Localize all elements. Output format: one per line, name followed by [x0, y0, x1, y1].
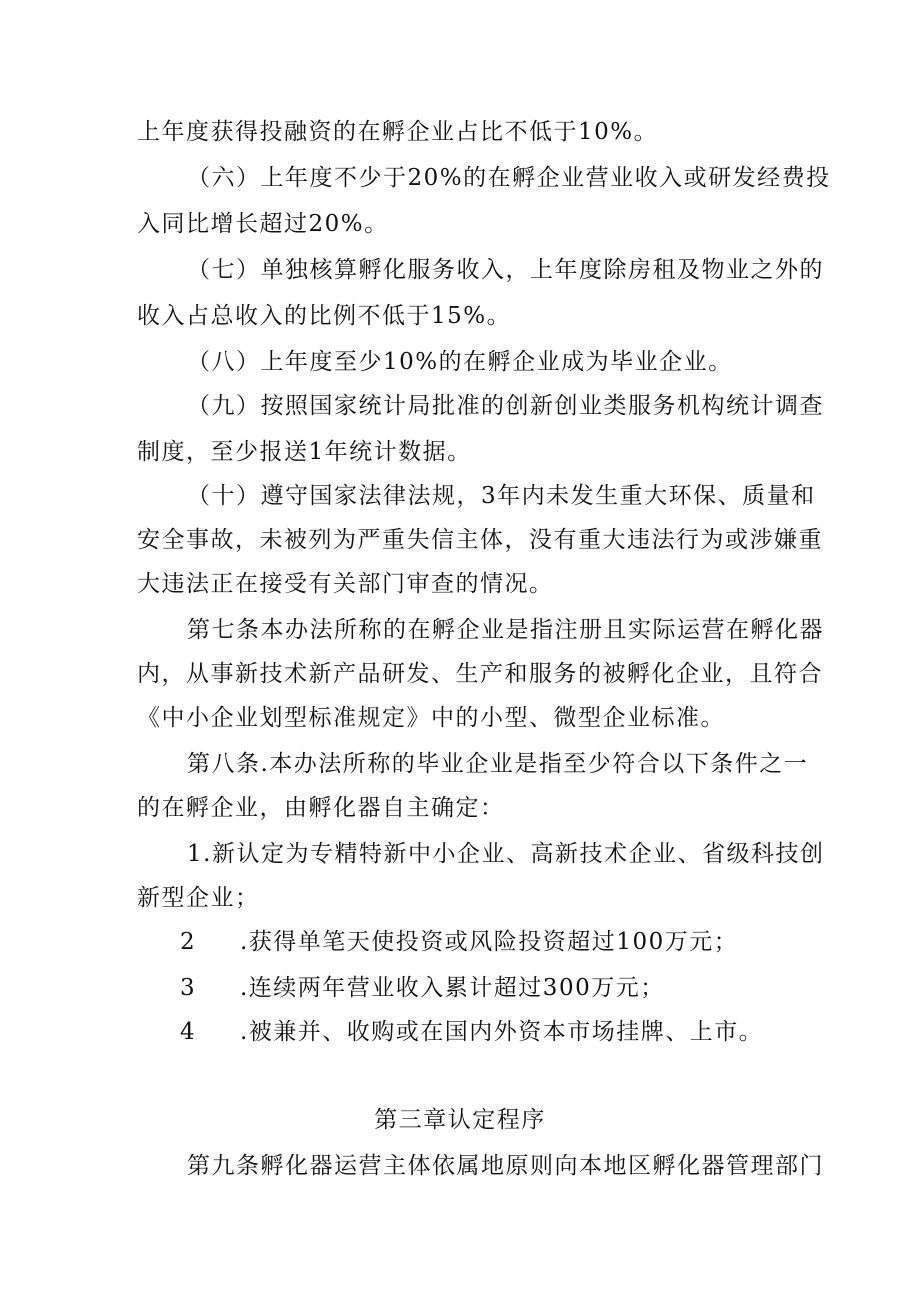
- list-item-text: .被兼并、收购或在国内外资本市场挂牌、上市。: [240, 1019, 764, 1045]
- paragraph-line: 大违法正在接受有关部门审查的情况。: [137, 571, 554, 597]
- list-item-text: .获得单笔天使投资或风险投资超过100万元；: [240, 929, 739, 955]
- list-item-number: 4: [180, 1019, 195, 1045]
- paragraph-line: 第八条.本办法所称的毕业企业是指至少符合以下条件之一: [187, 751, 809, 777]
- paragraph-line: 1.新认定为专精特新中小企业、高新技术企业、省级科技创: [187, 841, 825, 867]
- paragraph-line: 第九条孵化器运营主体依属地原则向本地区孵化器管理部门: [187, 1153, 824, 1179]
- paragraph-line: 第七条本办法所称的在孵企业是指注册且实际运营在孵化器: [187, 617, 824, 643]
- paragraph-line: （六）上年度不少于20%的在孵企业营业收入或研发经费投: [187, 165, 831, 191]
- paragraph-line: （七）单独核算孵化服务收入，上年度除房租及物业之外的: [187, 257, 824, 283]
- paragraph-line: 的在孵企业，由孵化器自主确定：: [137, 795, 505, 821]
- list-item-text: .连续两年营业收入累计超过300万元；: [240, 975, 665, 1001]
- paragraph-line: 新型企业；: [137, 885, 260, 911]
- paragraph-line: （九）按照国家统计局批准的创新创业类服务机构统计调查: [187, 393, 824, 419]
- list-item-number: 3: [180, 975, 195, 1001]
- paragraph-line: （十）遵守国家法律法规，3年内未发生重大环保、质量和: [187, 483, 816, 509]
- chapter-title: 第三章认定程序: [374, 1107, 546, 1133]
- paragraph-line: （八）上年度至少10%的在孵企业成为毕业企业。: [187, 349, 733, 375]
- paragraph-line: 收入占总收入的比例不低于15%。: [137, 303, 512, 329]
- list-item-number: 2: [180, 929, 195, 955]
- paragraph-line: 《中小企业划型标准规定》中的小型、微型企业标准。: [137, 705, 725, 731]
- paragraph-line: 上年度获得投融资的在孵企业占比不低于10%。: [137, 119, 659, 145]
- paragraph-line: 制度，至少报送1年统计数据。: [137, 439, 472, 465]
- paragraph-line: 入同比增长超过20%。: [137, 211, 389, 237]
- paragraph-line: 内，从事新技术新产品研发、生产和服务的被孵化企业，且符合: [137, 661, 823, 687]
- paragraph-line: 安全事故，未被列为严重失信主体，没有重大违法行为或涉嫌重: [137, 527, 823, 553]
